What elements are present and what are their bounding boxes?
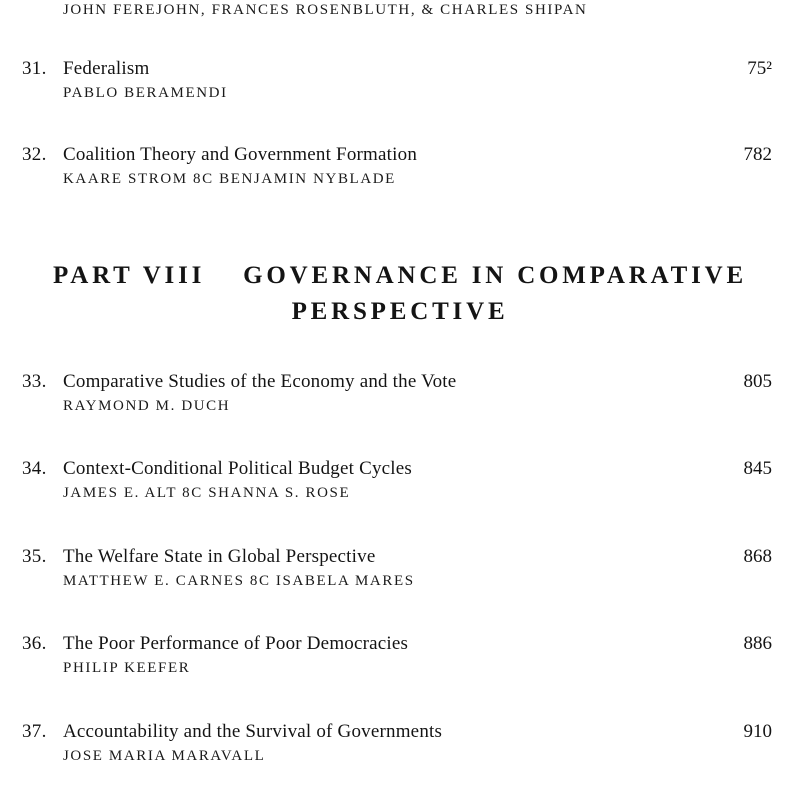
- chapter-page: 910: [743, 721, 772, 742]
- chapter-authors: PHILIP KEEFER: [63, 660, 191, 676]
- chapter-number: 31.: [22, 58, 47, 79]
- chapter-page: 782: [743, 144, 772, 165]
- chapter-authors: MATTHEW E. CARNES 8C ISABELA MARES: [63, 573, 415, 589]
- chapter-title: Comparative Studies of the Economy and the Vote: [63, 371, 457, 392]
- chapter-number: 33.: [22, 371, 47, 392]
- chapter-page: 75²: [747, 58, 772, 79]
- chapter-number: 32.: [22, 144, 47, 165]
- chapter-page: 805: [743, 371, 772, 392]
- chapter-authors: JOSE MARIA MARAVALL: [63, 748, 266, 764]
- chapter-title: The Poor Performance of Poor Democracies: [63, 633, 409, 654]
- chapter-number: 34.: [22, 458, 47, 479]
- chapter-authors: KAARE STROM 8C BENJAMIN NYBLADE: [63, 171, 396, 187]
- chapter-title: Coalition Theory and Government Formation: [63, 144, 418, 165]
- chapter-title: Accountability and the Survival of Governments: [63, 721, 443, 742]
- chapter-page: 886: [743, 633, 772, 654]
- chapter-title: The Welfare State in Global Perspective: [63, 546, 376, 567]
- chapter-authors: JOHN FEREJOHN, FRANCES ROSENBLUTH, & CHARLES SHIPAN: [63, 2, 588, 18]
- chapter-title: Federalism: [63, 58, 150, 79]
- chapter-page: 868: [743, 546, 772, 567]
- chapter-title: Context-Conditional Political Budget Cycles: [63, 458, 412, 479]
- chapter-page: 845: [743, 458, 772, 479]
- part-heading-line1: [0, 258, 800, 294]
- chapter-authors: PABLO BERAMENDI: [63, 85, 228, 101]
- chapter-number: 37.: [22, 721, 47, 742]
- chapter-number: 36.: [22, 633, 47, 654]
- part-title: GOVERNANCE IN COMPARATIVE: [243, 262, 747, 289]
- chapter-authors: RAYMOND M. DUCH: [63, 398, 231, 414]
- part-heading: [0, 258, 800, 330]
- part-title-continued: PERSPECTIVE: [291, 298, 509, 325]
- chapter-authors: JAMES E. ALT 8C SHANNA S. ROSE: [63, 485, 351, 501]
- chapter-number: 35.: [22, 546, 47, 567]
- part-label: PART VIII: [53, 262, 206, 289]
